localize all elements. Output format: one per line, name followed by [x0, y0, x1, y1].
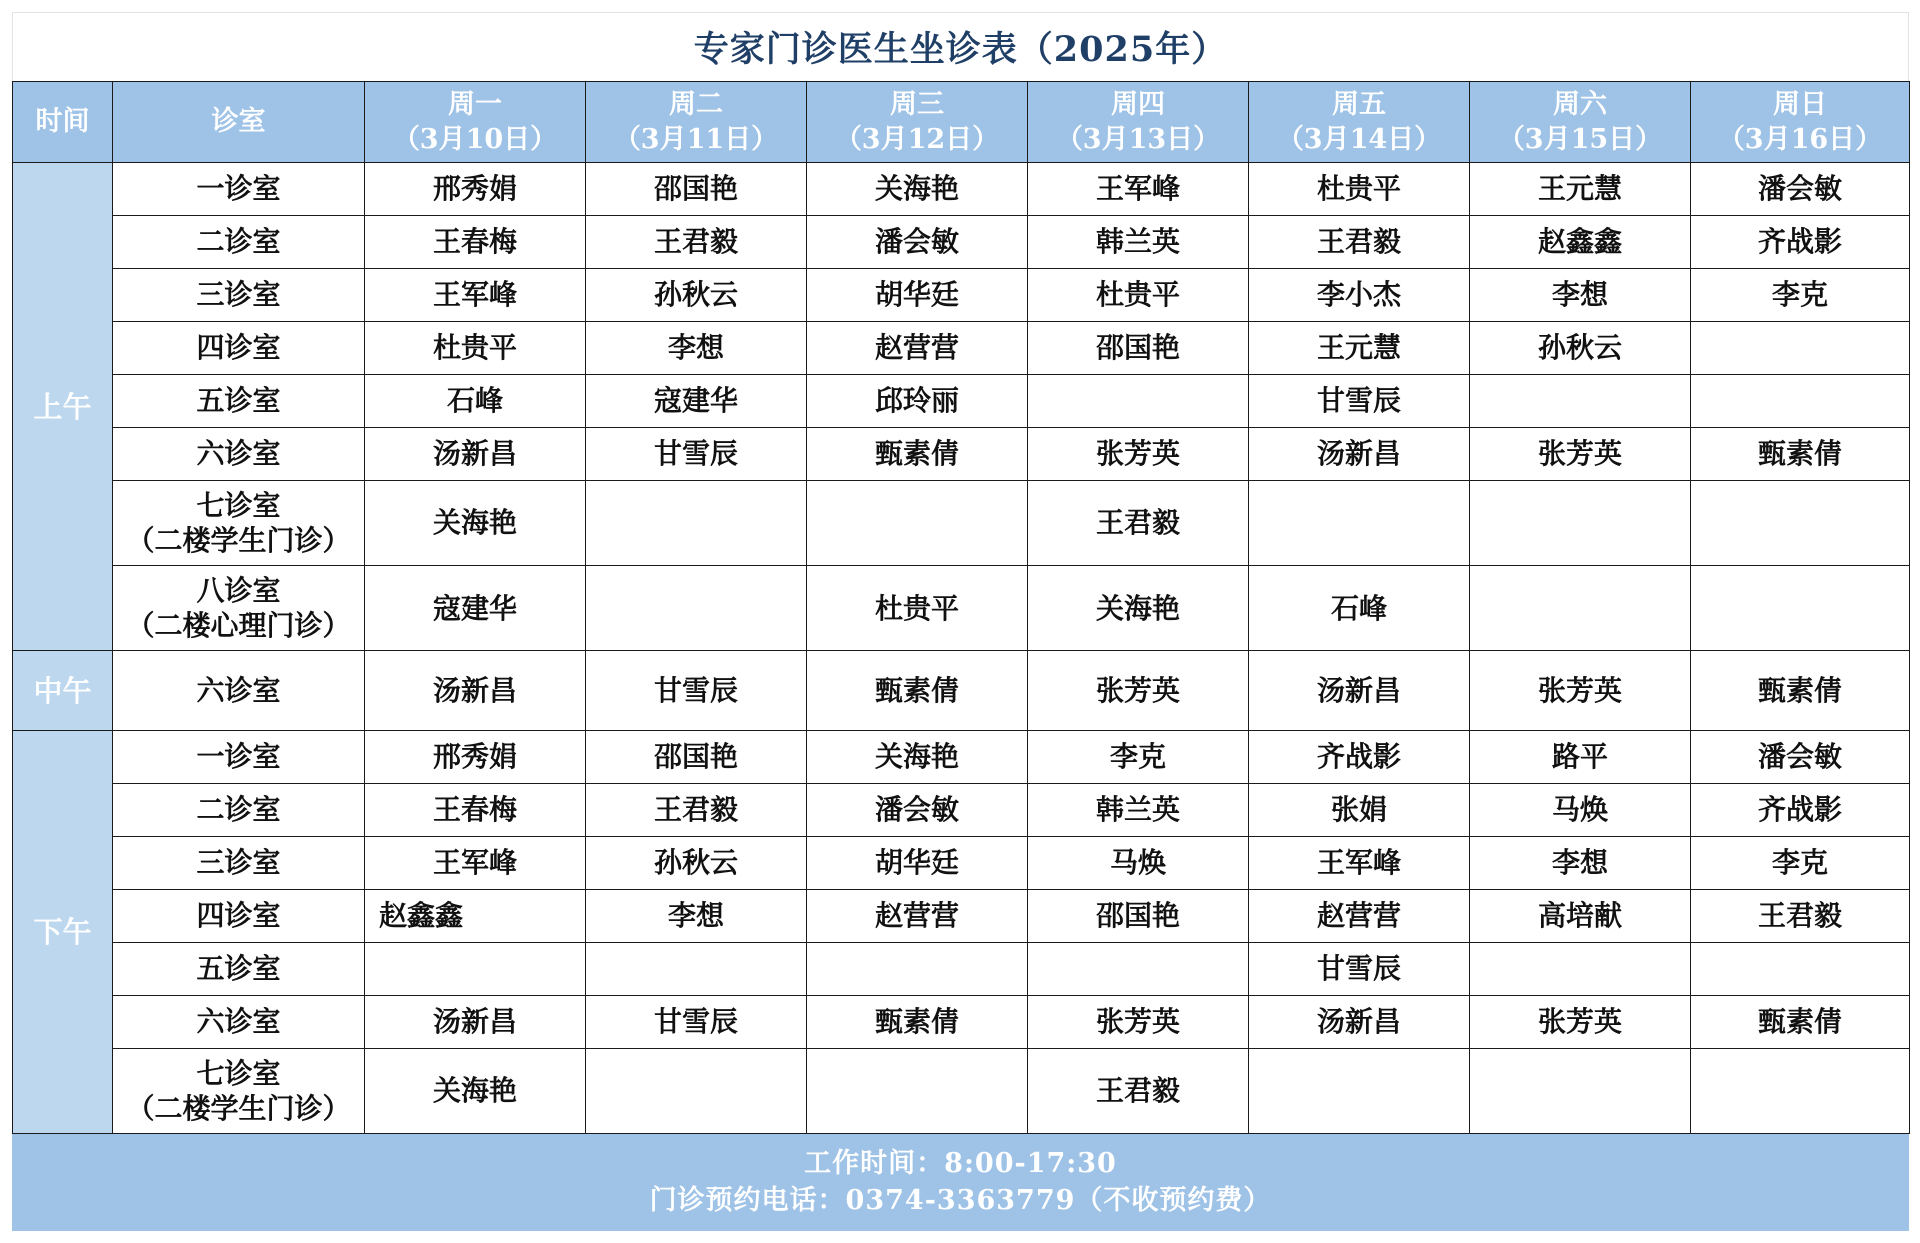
doctor-cell: 齐战影	[1691, 783, 1910, 836]
room-name: 五诊室	[196, 384, 281, 418]
doctor-cell: 甄素倩	[1691, 427, 1910, 480]
room-name: 二诊室	[196, 793, 281, 827]
doctor-cell	[807, 942, 1028, 995]
doctor-cell: 甄素倩	[807, 427, 1028, 480]
doctor-cell: 路平	[1470, 730, 1691, 783]
room-cell	[113, 163, 365, 216]
day-name: 周日	[1773, 88, 1827, 120]
doctor-cell	[1470, 480, 1691, 565]
day-date: （3月14日）	[1276, 124, 1442, 155]
doctor-cell: 赵营营	[1249, 889, 1470, 942]
doctor-cell: 潘会敏	[1691, 730, 1910, 783]
doctor-cell: 王元慧	[1249, 321, 1470, 374]
doctor-cell: 汤新昌	[365, 651, 586, 730]
doctor-cell: 李想	[1470, 268, 1691, 321]
schedule-row	[13, 321, 1910, 374]
room-note: （二楼学生门诊）	[126, 523, 351, 557]
schedule-row	[13, 268, 1910, 321]
doctor-cell: 张芳英	[1028, 651, 1249, 730]
schedule-row	[13, 374, 1910, 427]
doctor-cell: 赵营营	[807, 889, 1028, 942]
day-header-mon	[365, 82, 586, 163]
doctor-cell: 孙秋云	[1470, 321, 1691, 374]
doctor-cell: 王君毅	[586, 215, 807, 268]
schedule-row	[13, 889, 1910, 942]
room-name: 八诊室	[196, 574, 281, 608]
doctor-cell: 韩兰英	[1028, 215, 1249, 268]
doctor-cell	[1470, 566, 1691, 651]
doctor-cell: 甘雪辰	[1249, 942, 1470, 995]
doctor-cell: 汤新昌	[365, 427, 586, 480]
doctor-cell: 邵国艳	[586, 163, 807, 216]
doctor-cell: 邵国艳	[586, 730, 807, 783]
doctor-cell: 王军峰	[1028, 163, 1249, 216]
schedule-row	[13, 215, 1910, 268]
room-cell	[113, 321, 365, 374]
doctor-cell: 邢秀娟	[365, 730, 586, 783]
day-date: （3月12日）	[834, 124, 1000, 155]
doctor-cell: 张芳英	[1028, 427, 1249, 480]
schedule-row	[13, 836, 1910, 889]
room-cell	[113, 566, 365, 651]
doctor-cell	[586, 942, 807, 995]
doctor-cell: 张芳英	[1470, 427, 1691, 480]
doctor-cell	[1691, 1048, 1910, 1134]
doctor-cell: 甘雪辰	[586, 651, 807, 730]
room-cell	[113, 889, 365, 942]
room-note: （二楼心理门诊）	[126, 609, 351, 643]
doctor-cell: 张芳英	[1470, 995, 1691, 1048]
day-name: 周二	[669, 88, 723, 120]
room-cell	[113, 995, 365, 1048]
doctor-cell: 李克	[1028, 730, 1249, 783]
schedule-row	[13, 480, 1910, 565]
doctor-cell: 汤新昌	[1249, 651, 1470, 730]
room-cell	[113, 427, 365, 480]
doctor-cell: 甘雪辰	[1249, 374, 1470, 427]
schedule-row	[13, 566, 1910, 651]
schedule-body	[13, 163, 1910, 1134]
period-label: 下午	[13, 730, 113, 1133]
doctor-cell: 王君毅	[1028, 1048, 1249, 1134]
doctor-cell: 高培献	[1470, 889, 1691, 942]
day-header-fri	[1249, 82, 1470, 163]
footer-info	[12, 1134, 1909, 1231]
doctor-cell: 甘雪辰	[586, 995, 807, 1048]
doctor-cell	[1691, 374, 1910, 427]
doctor-cell: 甄素倩	[1691, 651, 1910, 730]
doctor-cell: 王春梅	[365, 215, 586, 268]
room-name: 一诊室	[196, 740, 281, 774]
day-header-tue	[586, 82, 807, 163]
doctor-cell: 关海艳	[365, 1048, 586, 1134]
doctor-cell: 关海艳	[807, 730, 1028, 783]
doctor-cell	[586, 1048, 807, 1134]
day-name: 周六	[1553, 88, 1607, 120]
room-cell	[113, 783, 365, 836]
doctor-cell: 李克	[1691, 268, 1910, 321]
doctor-cell: 马焕	[1028, 836, 1249, 889]
doctor-cell	[1470, 942, 1691, 995]
time-header: 时间	[13, 82, 113, 163]
appointment-phone: 门诊预约电话：0374-3363779（不收预约费）	[649, 1184, 1272, 1216]
day-date: （3月11日）	[613, 124, 779, 155]
day-date: （3月16日）	[1717, 124, 1883, 155]
doctor-cell: 汤新昌	[365, 995, 586, 1048]
doctor-cell: 邵国艳	[1028, 321, 1249, 374]
room-name: 四诊室	[196, 899, 281, 933]
doctor-cell: 齐战影	[1691, 215, 1910, 268]
doctor-cell: 胡华廷	[807, 268, 1028, 321]
doctor-cell: 石峰	[365, 374, 586, 427]
doctor-cell: 孙秋云	[586, 836, 807, 889]
doctor-cell: 赵营营	[807, 321, 1028, 374]
doctor-cell	[1249, 480, 1470, 565]
schedule-row	[13, 995, 1910, 1048]
doctor-cell: 关海艳	[1028, 566, 1249, 651]
room-name: 五诊室	[196, 952, 281, 986]
doctor-cell: 胡华廷	[807, 836, 1028, 889]
schedule-row	[13, 1048, 1910, 1134]
day-header-sat	[1470, 82, 1691, 163]
day-date: （3月10日）	[392, 124, 558, 155]
schedule-row	[13, 730, 1910, 783]
room-cell	[113, 730, 365, 783]
doctor-cell: 关海艳	[365, 480, 586, 565]
doctor-cell: 王军峰	[365, 836, 586, 889]
schedule-row	[13, 427, 1910, 480]
doctor-cell: 李想	[1470, 836, 1691, 889]
day-date: （3月13日）	[1055, 124, 1221, 155]
doctor-cell: 王君毅	[1691, 889, 1910, 942]
doctor-cell: 张娟	[1249, 783, 1470, 836]
room-name: 三诊室	[196, 846, 281, 880]
schedule-row	[13, 163, 1910, 216]
doctor-cell: 赵鑫鑫	[1470, 215, 1691, 268]
doctor-cell	[365, 942, 586, 995]
doctor-cell: 甘雪辰	[586, 427, 807, 480]
doctor-cell: 李想	[586, 889, 807, 942]
day-name: 周五	[1332, 88, 1386, 120]
day-header-wed	[807, 82, 1028, 163]
schedule-row	[13, 942, 1910, 995]
schedule-row	[13, 783, 1910, 836]
room-name: 六诊室	[196, 1005, 281, 1039]
doctor-cell	[586, 480, 807, 565]
doctor-cell	[1691, 566, 1910, 651]
doctor-cell: 石峰	[1249, 566, 1470, 651]
day-name: 周一	[448, 88, 502, 120]
doctor-cell: 赵鑫鑫	[365, 889, 586, 942]
room-note: （二楼学生门诊）	[126, 1091, 351, 1125]
room-name: 七诊室	[196, 488, 281, 522]
room-name: 四诊室	[196, 331, 281, 365]
doctor-cell: 齐战影	[1249, 730, 1470, 783]
period-label: 上午	[13, 163, 113, 651]
doctor-cell: 李小杰	[1249, 268, 1470, 321]
doctor-cell	[1028, 942, 1249, 995]
doctor-cell: 甄素倩	[1691, 995, 1910, 1048]
doctor-cell: 王君毅	[1249, 215, 1470, 268]
day-header-thu	[1028, 82, 1249, 163]
doctor-cell: 潘会敏	[807, 215, 1028, 268]
doctor-cell: 李想	[586, 321, 807, 374]
doctor-cell: 甄素倩	[807, 651, 1028, 730]
doctor-cell	[1691, 321, 1910, 374]
doctor-cell: 孙秋云	[586, 268, 807, 321]
doctor-cell: 马焕	[1470, 783, 1691, 836]
doctor-cell: 王春梅	[365, 783, 586, 836]
doctor-cell	[1691, 480, 1910, 565]
room-name: 六诊室	[196, 674, 281, 708]
day-date: （3月15日）	[1497, 124, 1663, 155]
doctor-cell: 寇建华	[586, 374, 807, 427]
room-cell	[113, 836, 365, 889]
doctor-cell: 邵国艳	[1028, 889, 1249, 942]
room-name: 三诊室	[196, 278, 281, 312]
doctor-cell: 潘会敏	[1691, 163, 1910, 216]
room-name: 一诊室	[196, 172, 281, 206]
doctor-cell: 杜贵平	[365, 321, 586, 374]
doctor-cell: 王君毅	[586, 783, 807, 836]
doctor-cell: 韩兰英	[1028, 783, 1249, 836]
working-hours: 工作时间：8:00-17:30	[804, 1148, 1117, 1180]
doctor-cell: 王军峰	[365, 268, 586, 321]
doctor-cell	[807, 480, 1028, 565]
doctor-cell	[807, 1048, 1028, 1134]
page-title: 专家门诊医生坐诊表（2025年）	[12, 12, 1909, 81]
doctor-cell: 李克	[1691, 836, 1910, 889]
room-name: 二诊室	[196, 225, 281, 259]
doctor-cell: 杜贵平	[1028, 268, 1249, 321]
room-cell	[113, 1048, 365, 1134]
room-cell	[113, 374, 365, 427]
doctor-cell: 张芳英	[1028, 995, 1249, 1048]
doctor-cell	[1028, 374, 1249, 427]
header-row	[13, 82, 1910, 163]
doctor-cell: 张芳英	[1470, 651, 1691, 730]
doctor-cell	[1470, 1048, 1691, 1134]
doctor-cell: 关海艳	[807, 163, 1028, 216]
doctor-cell: 汤新昌	[1249, 995, 1470, 1048]
doctor-cell: 汤新昌	[1249, 427, 1470, 480]
room-cell	[113, 651, 365, 730]
doctor-cell: 寇建华	[365, 566, 586, 651]
doctor-cell: 甄素倩	[807, 995, 1028, 1048]
schedule-table	[12, 81, 1910, 1134]
doctor-cell: 杜贵平	[1249, 163, 1470, 216]
room-cell	[113, 215, 365, 268]
doctor-cell: 杜贵平	[807, 566, 1028, 651]
doctor-cell	[1249, 1048, 1470, 1134]
room-cell	[113, 268, 365, 321]
doctor-cell	[1470, 374, 1691, 427]
doctor-cell: 王君毅	[1028, 480, 1249, 565]
period-label: 中午	[13, 651, 113, 730]
doctor-cell: 邢秀娟	[365, 163, 586, 216]
doctor-cell: 王军峰	[1249, 836, 1470, 889]
doctor-cell: 潘会敏	[807, 783, 1028, 836]
doctor-cell	[586, 566, 807, 651]
doctor-cell: 邱玲丽	[807, 374, 1028, 427]
room-header: 诊室	[113, 82, 365, 163]
day-name: 周三	[890, 88, 944, 120]
doctor-cell: 王元慧	[1470, 163, 1691, 216]
doctor-cell	[1691, 942, 1910, 995]
day-name: 周四	[1111, 88, 1165, 120]
day-header-sun	[1691, 82, 1910, 163]
room-cell	[113, 942, 365, 995]
room-name: 六诊室	[196, 437, 281, 471]
room-cell	[113, 480, 365, 565]
schedule-row	[13, 651, 1910, 730]
room-name: 七诊室	[196, 1056, 281, 1090]
